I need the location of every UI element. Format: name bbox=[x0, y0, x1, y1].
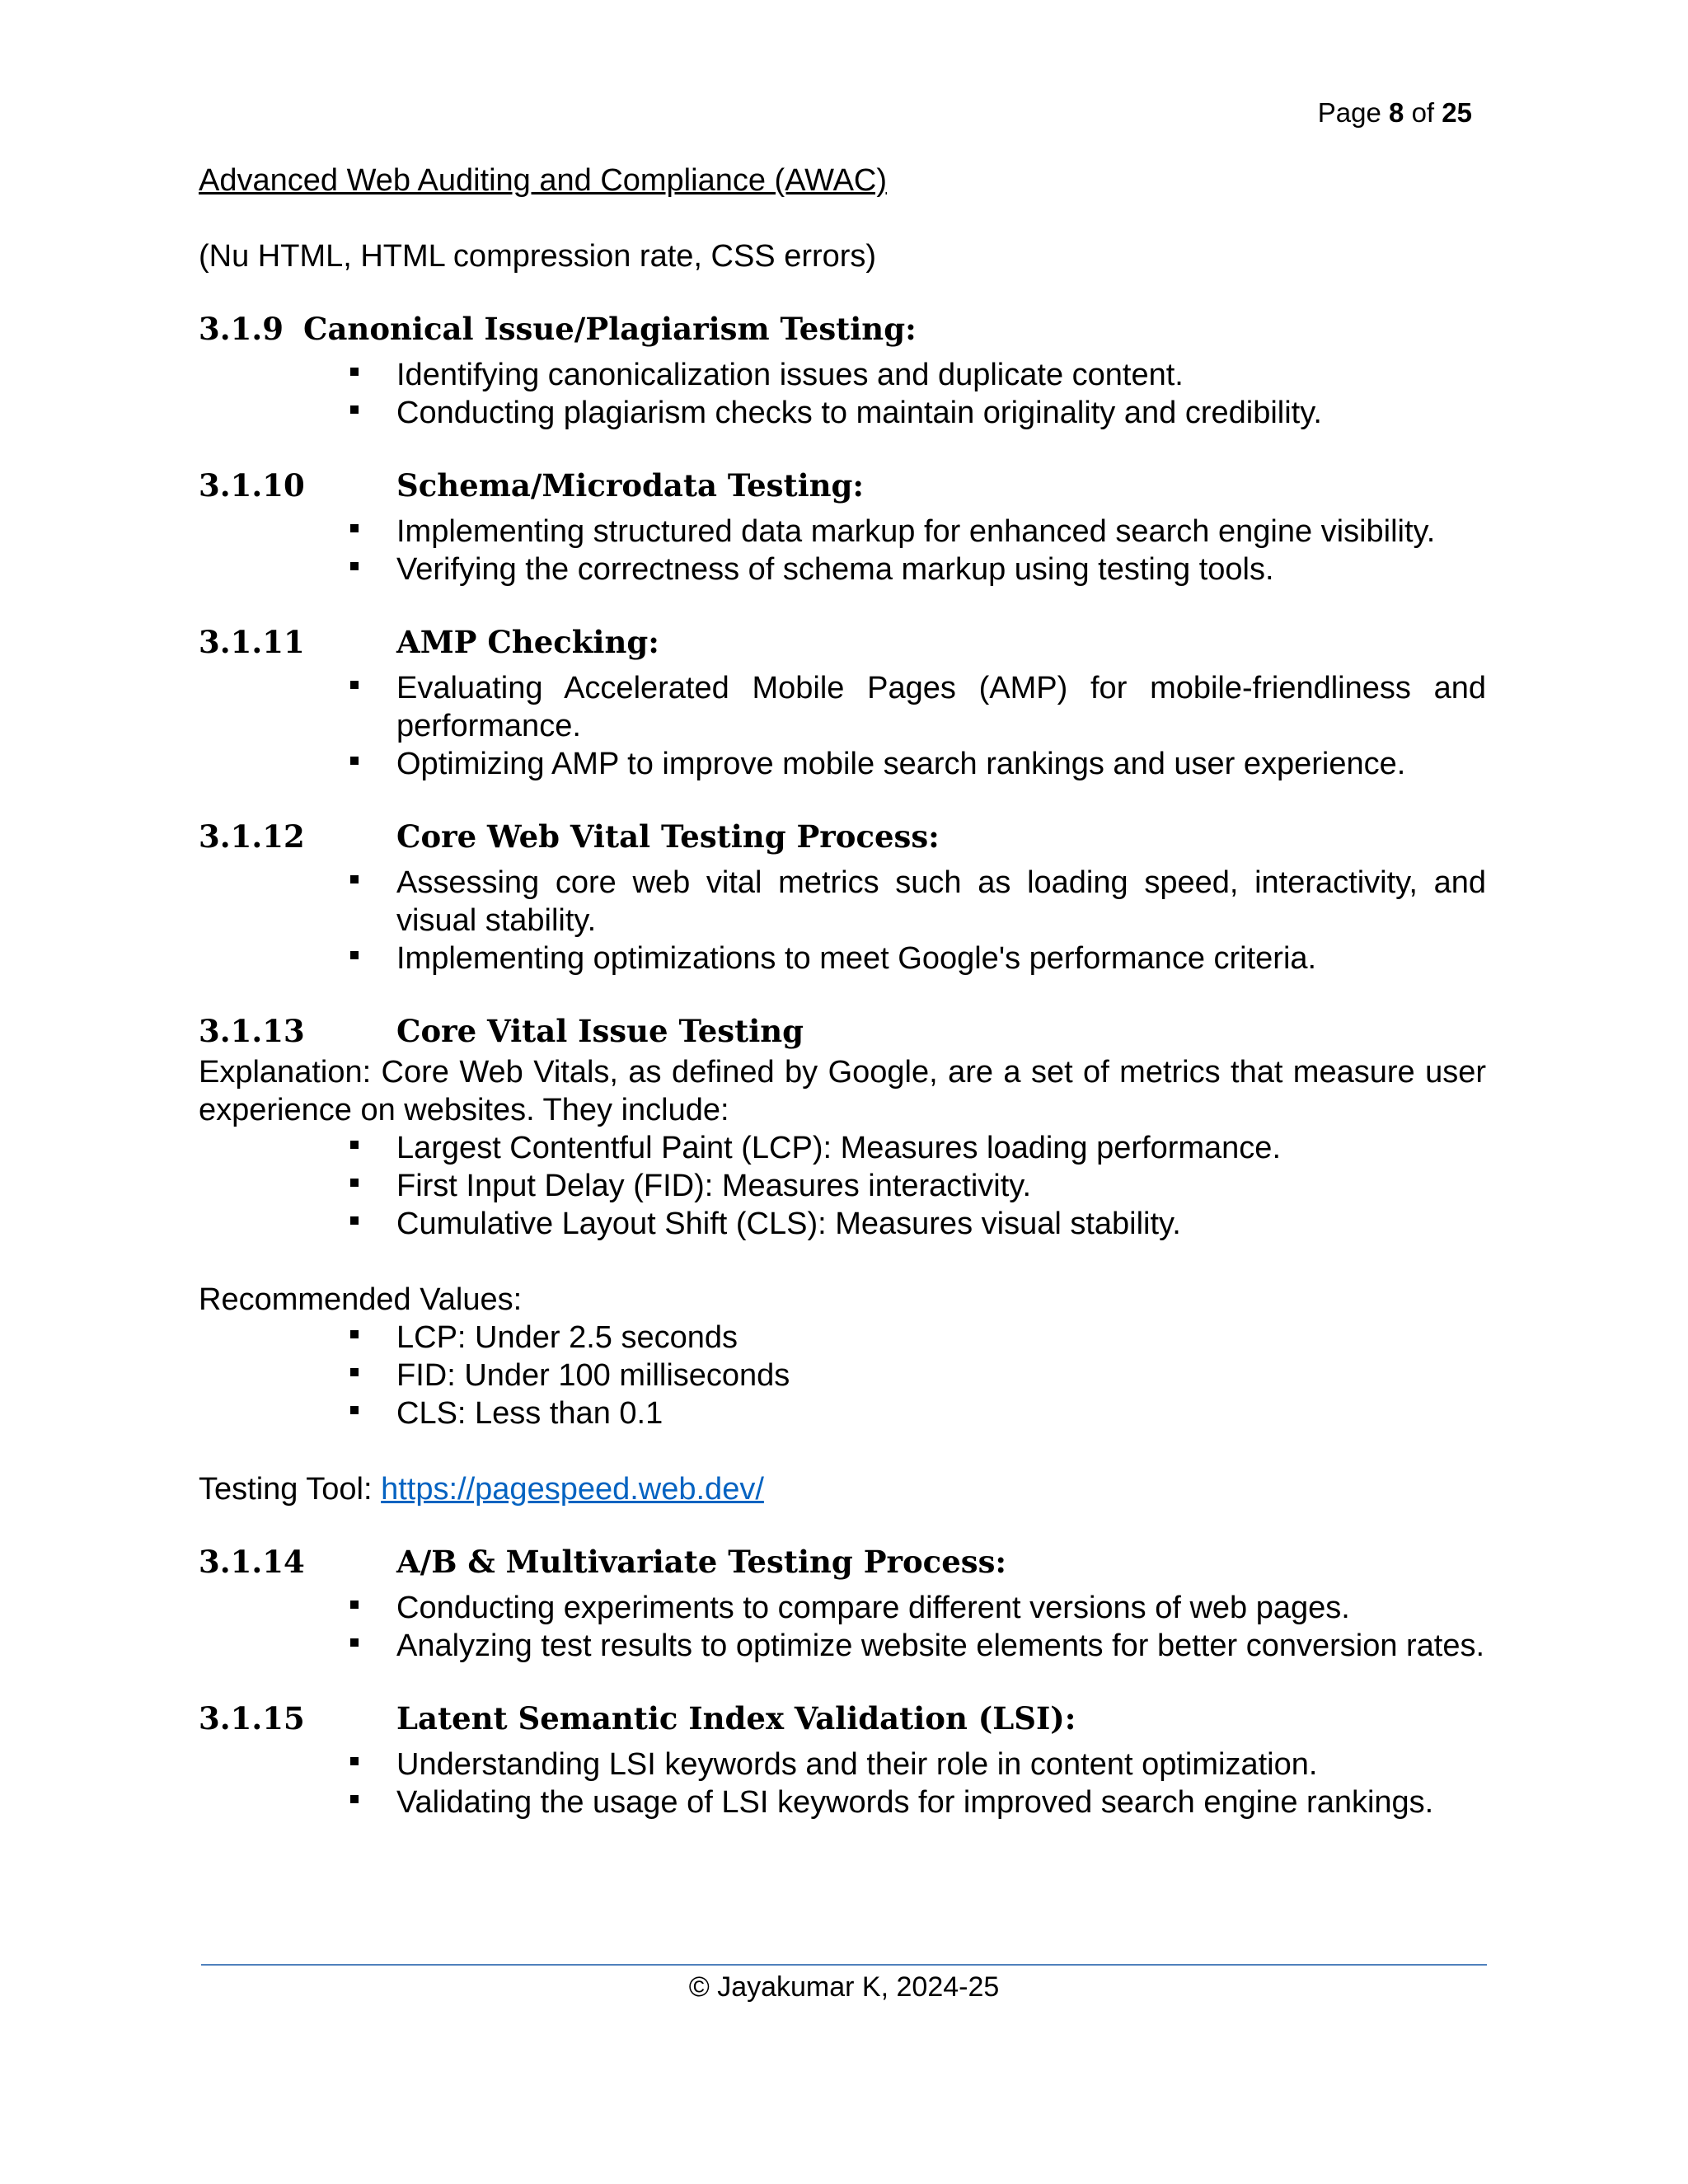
bullet-square-icon bbox=[350, 562, 359, 570]
bullet-list bbox=[199, 864, 1486, 977]
bullet-list bbox=[199, 356, 1486, 432]
list-item-text: Analyzing test results to optimize website elements for better conversion rates. bbox=[396, 1629, 1485, 1663]
list-item bbox=[199, 1627, 1486, 1665]
bullet-square-icon bbox=[350, 681, 359, 689]
bullet-square-icon bbox=[350, 1638, 359, 1647]
bullet-list bbox=[199, 513, 1486, 588]
bullet-square-icon bbox=[350, 1406, 359, 1414]
section-number: 3.1.14 bbox=[199, 1544, 305, 1580]
section-3-1-10 bbox=[199, 466, 1486, 588]
section-title: AMP Checking: bbox=[396, 624, 659, 660]
bullet-square-icon bbox=[350, 1368, 359, 1376]
bullet-square-icon bbox=[350, 1757, 359, 1765]
bullet-square-icon bbox=[350, 757, 359, 765]
section-heading bbox=[199, 1699, 1486, 1737]
section-3-1-14 bbox=[199, 1543, 1486, 1665]
list-item bbox=[199, 940, 1486, 977]
list-item bbox=[199, 864, 1486, 940]
section-heading bbox=[199, 466, 1486, 504]
section-title: Core Vital Issue Testing bbox=[396, 1013, 804, 1049]
list-item-text: Implementing optimizations to meet Google's performance criteria. bbox=[396, 941, 1317, 976]
list-item-text: Cumulative Layout Shift (CLS): Measures visual stability. bbox=[396, 1207, 1181, 1241]
page-prefix: Page bbox=[1317, 97, 1381, 128]
section-heading bbox=[199, 1543, 1486, 1581]
list-item bbox=[199, 745, 1486, 783]
list-item-text: Understanding LSI keywords and their role in content optimization. bbox=[396, 1747, 1318, 1782]
list-item bbox=[199, 1589, 1486, 1627]
section-title: Latent Semantic Index Validation (LSI): bbox=[396, 1700, 1076, 1736]
bullet-square-icon bbox=[350, 405, 359, 414]
awac-tools: (Nu HTML, HTML compression rate, CSS errors) bbox=[199, 239, 877, 274]
section-number: 3.1.9 bbox=[199, 311, 284, 347]
list-item-text: First Input Delay (FID): Measures interactivity. bbox=[396, 1169, 1032, 1203]
list-item bbox=[199, 394, 1486, 432]
section-number: 3.1.10 bbox=[199, 467, 305, 504]
list-item bbox=[199, 669, 1486, 745]
section-heading bbox=[199, 818, 1486, 855]
section-title: A/B & Multivariate Testing Process: bbox=[396, 1544, 1007, 1580]
list-item-text: Evaluating Accelerated Mobile Pages (AMP) for mobile-friendliness and performance. bbox=[396, 671, 1486, 743]
page-content bbox=[199, 162, 1486, 1821]
footer-divider bbox=[201, 1964, 1487, 1966]
awac-title: Advanced Web Auditing and Compliance (AWAC) bbox=[199, 163, 888, 198]
bullet-square-icon bbox=[350, 1141, 359, 1149]
list-item-text: Validating the usage of LSI keywords for improved search engine rankings. bbox=[396, 1785, 1434, 1820]
bullet-list bbox=[199, 1129, 1486, 1243]
section-3-1-11 bbox=[199, 623, 1486, 783]
bullet-square-icon bbox=[350, 524, 359, 532]
list-item-text: LCP: Under 2.5 seconds bbox=[396, 1320, 738, 1355]
list-item-text: Optimizing AMP to improve mobile search rankings and user experience. bbox=[396, 747, 1406, 781]
section-title: Core Web Vital Testing Process: bbox=[396, 818, 940, 855]
list-item bbox=[199, 1394, 1486, 1432]
list-item bbox=[199, 551, 1486, 588]
section-heading bbox=[199, 310, 1486, 348]
page-total: 25 bbox=[1442, 97, 1472, 128]
bullet-list bbox=[199, 669, 1486, 783]
list-item-text: Conducting experiments to compare different versions of web pages. bbox=[396, 1591, 1350, 1625]
section-heading bbox=[199, 1012, 1486, 1050]
bullet-square-icon bbox=[350, 1179, 359, 1187]
bullet-square-icon bbox=[350, 1795, 359, 1803]
bullet-square-icon bbox=[350, 875, 359, 883]
pagespeed-link[interactable]: https://pagespeed.web.dev/ bbox=[381, 1472, 764, 1507]
list-item bbox=[199, 1129, 1486, 1167]
section-3-1-12 bbox=[199, 818, 1486, 977]
section-number: 3.1.13 bbox=[199, 1013, 305, 1049]
page-number bbox=[1318, 97, 1472, 129]
list-item bbox=[199, 1167, 1486, 1205]
section-number: 3.1.15 bbox=[199, 1700, 305, 1736]
list-item-text: FID: Under 100 milliseconds bbox=[396, 1358, 790, 1393]
section-3-1-9 bbox=[199, 310, 1486, 432]
explanation-paragraph: Explanation: Core Web Vitals, as defined by Google, are a set of metrics that measure user experience on websites. They include: bbox=[199, 1055, 1486, 1127]
bullet-list bbox=[199, 1746, 1486, 1821]
list-item bbox=[199, 1319, 1486, 1357]
bullet-list bbox=[199, 1589, 1486, 1665]
list-item bbox=[199, 1783, 1486, 1821]
bullet-square-icon bbox=[350, 1601, 359, 1609]
section-title: Schema/Microdata Testing: bbox=[396, 467, 865, 504]
list-item-text: Largest Contentful Paint (LCP): Measures loading performance. bbox=[396, 1131, 1281, 1165]
testing-tool-line bbox=[199, 1470, 1486, 1508]
section-number: 3.1.11 bbox=[199, 624, 305, 660]
section-heading bbox=[199, 623, 1486, 661]
section-number: 3.1.12 bbox=[199, 818, 305, 855]
page-current: 8 bbox=[1389, 97, 1404, 128]
section-3-1-13 bbox=[199, 1012, 1486, 1508]
bullet-square-icon bbox=[350, 368, 359, 376]
list-item-text: Implementing structured data markup for enhanced search engine visibility. bbox=[396, 514, 1436, 549]
recommended-values-label: Recommended Values: bbox=[199, 1282, 523, 1317]
page-of: of bbox=[1411, 97, 1435, 128]
list-item bbox=[199, 1746, 1486, 1783]
list-item bbox=[199, 1205, 1486, 1243]
list-item-text: Verifying the correctness of schema markup using testing tools. bbox=[396, 552, 1274, 587]
bullet-square-icon bbox=[350, 1330, 359, 1338]
testing-tool-label: Testing Tool: bbox=[199, 1472, 382, 1507]
list-item bbox=[199, 356, 1486, 394]
list-item-text: Assessing core web vital metrics such as loading speed, interactivity, and visual stability. bbox=[396, 865, 1486, 938]
bullet-square-icon bbox=[350, 1216, 359, 1225]
list-item bbox=[199, 513, 1486, 551]
list-item-text: Conducting plagiarism checks to maintain originality and credibility. bbox=[396, 396, 1322, 430]
section-3-1-15 bbox=[199, 1699, 1486, 1821]
list-item-text: Identifying canonicalization issues and duplicate content. bbox=[396, 358, 1184, 392]
footer-copyright: © Jayakumar K, 2024-25 bbox=[688, 1971, 1000, 2003]
section-title: Canonical Issue/Plagiarism Testing: bbox=[303, 311, 917, 347]
list-item bbox=[199, 1357, 1486, 1394]
recommended-list bbox=[199, 1319, 1486, 1432]
bullet-square-icon bbox=[350, 951, 359, 959]
list-item-text: CLS: Less than 0.1 bbox=[396, 1396, 663, 1431]
